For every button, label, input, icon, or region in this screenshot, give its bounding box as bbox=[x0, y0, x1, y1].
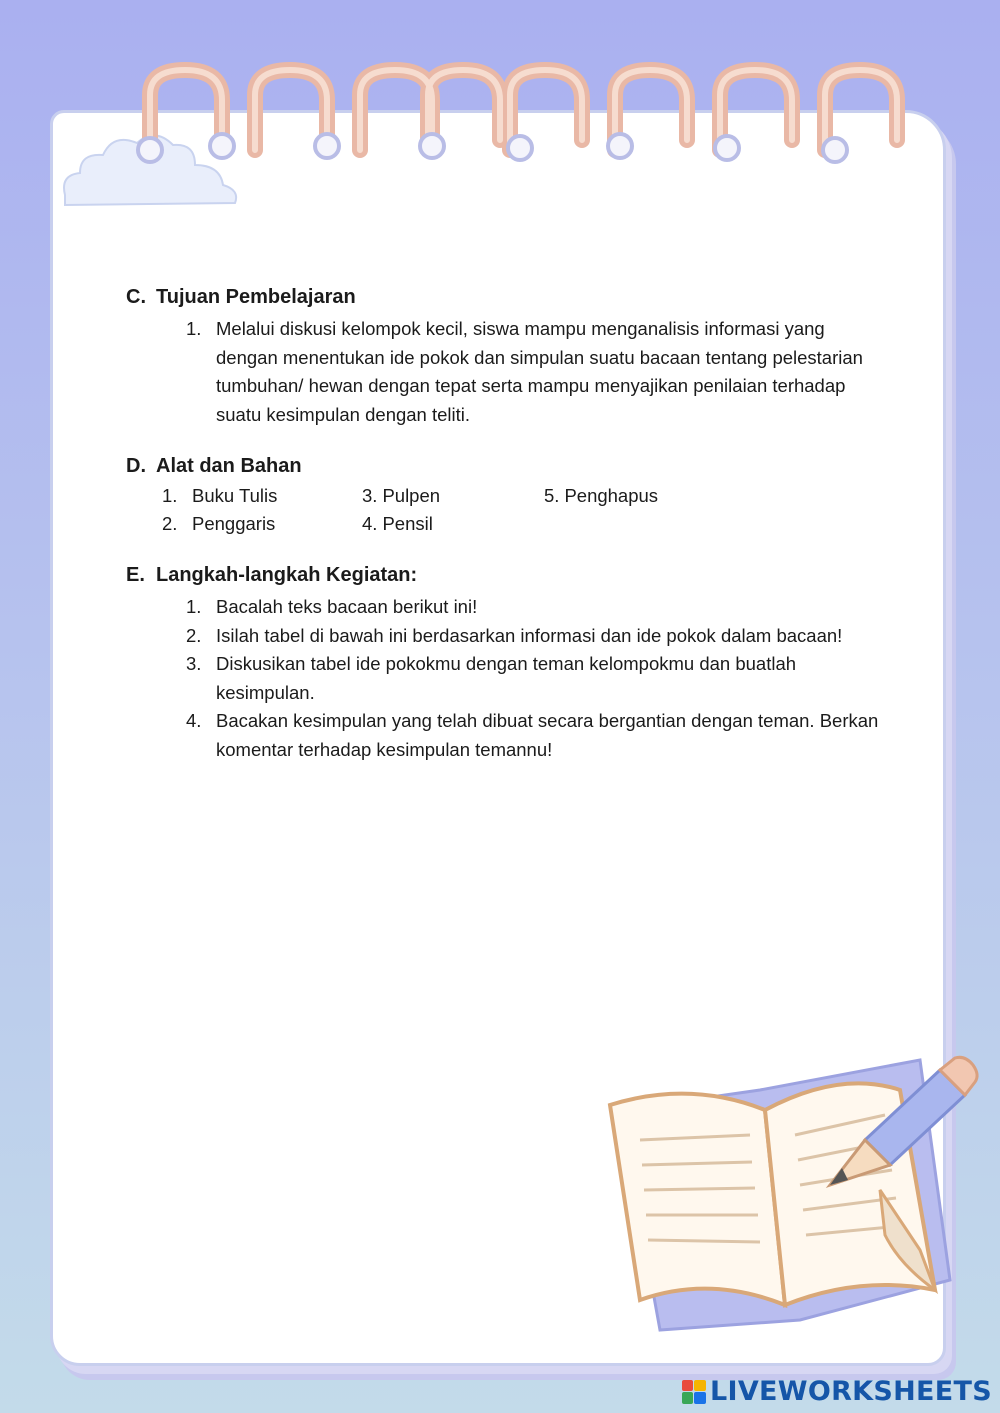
item-number: 1. bbox=[186, 318, 202, 339]
list-item bbox=[362, 482, 544, 510]
item-text: Pulpen bbox=[382, 485, 441, 506]
item-text bbox=[216, 315, 863, 429]
item-number: 4. bbox=[362, 513, 378, 534]
item-number: 1. bbox=[162, 485, 178, 506]
list-item bbox=[186, 622, 906, 651]
item-number: 1. bbox=[186, 596, 202, 617]
item-text: Buku Tulis bbox=[192, 485, 278, 506]
learning-objectives-list bbox=[186, 315, 906, 429]
section-letter: E. bbox=[126, 564, 145, 586]
section-title: Tujuan Pembelajaran bbox=[156, 286, 356, 308]
materials-list bbox=[162, 482, 906, 538]
item-text bbox=[216, 650, 796, 707]
item-text: Penggaris bbox=[192, 513, 276, 534]
list-item bbox=[186, 707, 906, 764]
item-number: 2. bbox=[186, 624, 202, 646]
list-item bbox=[544, 482, 744, 510]
item-number: 3. bbox=[186, 653, 202, 674]
section-d bbox=[126, 455, 906, 538]
item-line: dengan menentukan ide pokok dan simpulan suatu bacaan tentang pelestarian bbox=[216, 346, 863, 368]
item-number: 5. bbox=[544, 485, 560, 506]
section-title: Langkah-langkah Kegiatan: bbox=[156, 564, 418, 586]
pencil-illustration bbox=[815, 1050, 995, 1200]
item-line: kesimpulan. bbox=[216, 681, 315, 703]
section-e-heading bbox=[126, 564, 906, 587]
logo-icon bbox=[682, 1380, 706, 1404]
section-title: Alat dan Bahan bbox=[156, 455, 302, 477]
list-item bbox=[362, 510, 544, 538]
item-line: komentar terhadap kesimpulan temannu! bbox=[216, 738, 553, 760]
item-line: Bacakan kesimpulan yang telah dibuat secara bergantian dengan teman. Berkan bbox=[216, 710, 879, 731]
section-d-heading bbox=[126, 455, 906, 478]
section-letter: C. bbox=[126, 286, 146, 308]
section-e bbox=[126, 564, 906, 764]
item-line: Melalui diskusi kelompok kecil, siswa mampu menganalisis informasi yang bbox=[216, 318, 825, 339]
item-line: suatu kesimpulan dengan teliti. bbox=[216, 403, 471, 425]
list-item bbox=[186, 315, 906, 429]
item-text: Bacalah teks bacaan berikut ini! bbox=[216, 596, 478, 617]
liveworksheets-logo[interactable] bbox=[682, 1376, 992, 1407]
item-text: Pensil bbox=[382, 513, 433, 534]
item-text bbox=[216, 707, 878, 764]
brand-name: LIVEWORKSHEETS bbox=[709, 1376, 992, 1407]
item-line: tumbuhan/ hewan dengan tepat serta mampu menyajikan penilaian terhadap bbox=[216, 375, 846, 396]
activity-steps-list bbox=[186, 593, 906, 764]
list-item bbox=[162, 482, 362, 510]
item-text: Penghapus bbox=[564, 485, 659, 506]
worksheet-content bbox=[126, 286, 906, 790]
item-text: Isilah tabel di bawah ini berdasarkan informasi dan ide pokok dalam bacaan! bbox=[216, 624, 843, 646]
item-number: 2. bbox=[162, 513, 178, 534]
section-c bbox=[126, 286, 906, 429]
section-letter: D. bbox=[126, 455, 146, 477]
section-c-heading bbox=[126, 286, 906, 309]
list-item bbox=[186, 593, 906, 622]
item-line: Diskusikan tabel ide pokokmu dengan teman kelompokmu dan buatlah bbox=[216, 653, 797, 674]
item-number: 4. bbox=[186, 710, 202, 731]
spiral-rings bbox=[0, 0, 1000, 200]
list-item bbox=[186, 650, 906, 707]
item-number: 3. bbox=[362, 485, 378, 506]
list-item bbox=[162, 510, 362, 538]
